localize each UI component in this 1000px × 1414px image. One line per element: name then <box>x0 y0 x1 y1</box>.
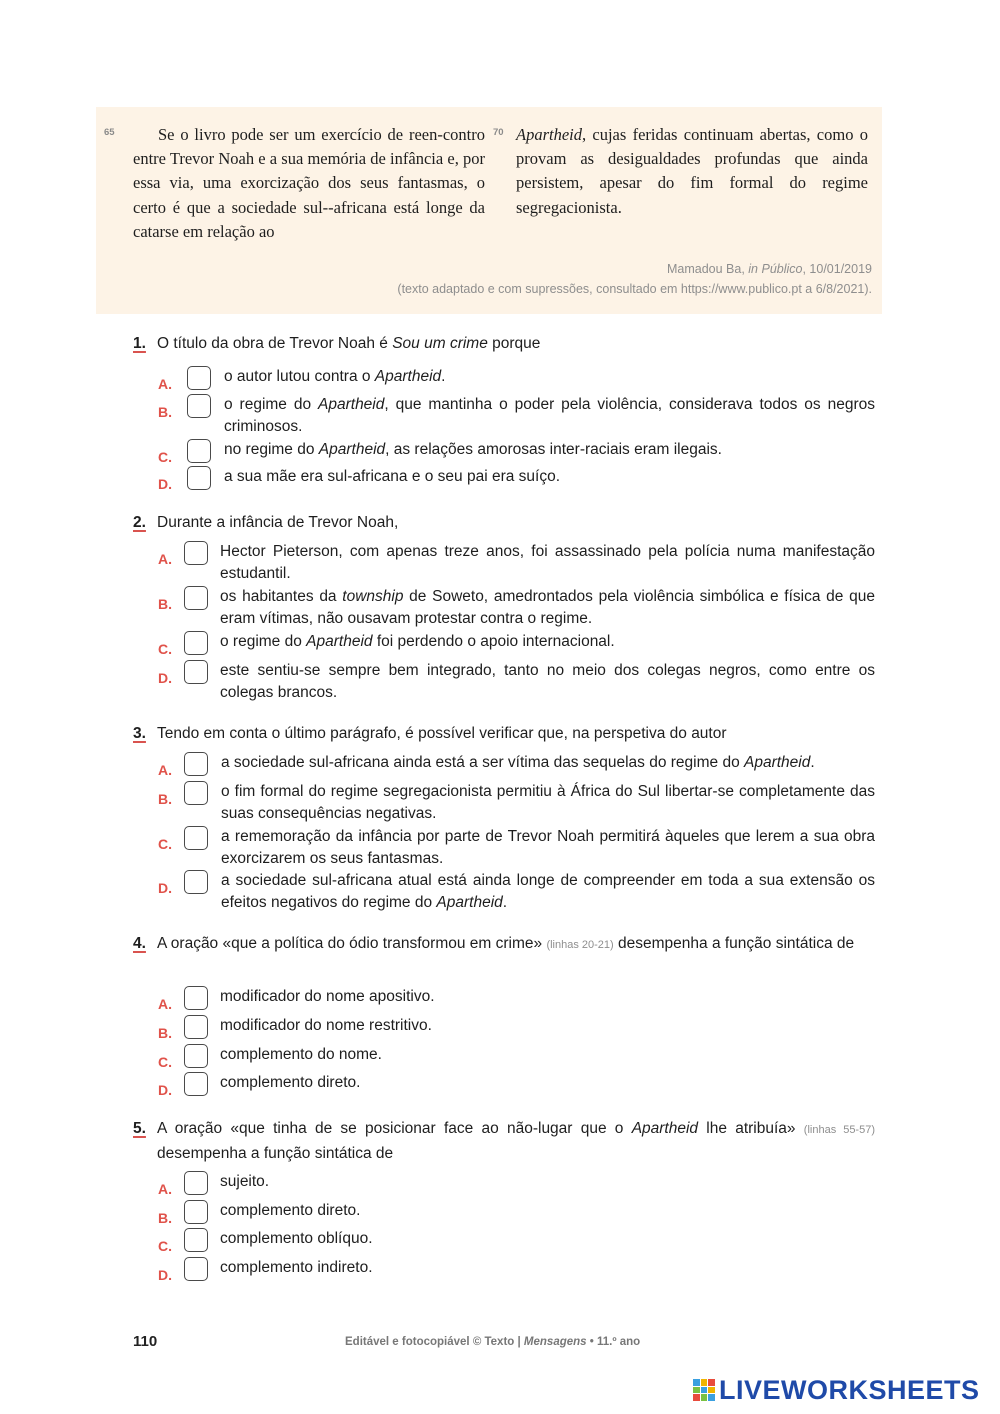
answer-checkbox[interactable] <box>187 466 211 490</box>
option-3d <box>158 870 875 914</box>
option-text <box>220 660 875 704</box>
option-2b <box>158 586 875 630</box>
answer-checkbox[interactable] <box>184 826 208 850</box>
question-text <box>157 332 875 356</box>
option-text <box>220 986 875 1008</box>
answer-checkbox[interactable] <box>187 366 211 390</box>
question-text-part: lhe atribuía» <box>698 1120 804 1137</box>
question-text <box>157 511 875 535</box>
option-text-italic: Apartheid <box>436 894 503 911</box>
answer-checkbox[interactable] <box>184 781 208 805</box>
option-text-part: . <box>441 368 446 385</box>
option-text <box>221 826 875 870</box>
option-text-part: modificador do nome restritivo. <box>220 1017 432 1034</box>
option-5c <box>158 1228 875 1254</box>
answer-checkbox[interactable] <box>187 439 211 463</box>
option-text <box>220 1015 875 1037</box>
option-text-part: o fim formal do regime segregacionista permitiu à África do Sul libertar-se completamente das suas consequências negativas. <box>221 783 875 822</box>
option-letter: C. <box>158 449 172 465</box>
option-3c <box>158 826 875 870</box>
option-text-part: a sociedade sul-africana atual está ainda longe de compreender em toda a sua extensão os efeitos negativos do regime do <box>221 872 875 911</box>
option-letter: D. <box>158 670 172 686</box>
answer-checkbox[interactable] <box>184 586 208 610</box>
answer-checkbox[interactable] <box>184 660 208 684</box>
option-letter: A. <box>158 376 172 392</box>
answer-checkbox[interactable] <box>187 394 211 418</box>
question-number: 1. <box>133 335 146 352</box>
option-text-part: , as relações amorosas inter-raciais eram ilegais. <box>385 441 722 458</box>
question-3 <box>133 722 875 911</box>
question-text <box>157 722 875 746</box>
option-text <box>224 439 875 461</box>
source-author: Mamadou Ba, <box>666 262 749 276</box>
option-2a <box>158 541 875 585</box>
question-text-part: Durante a infância de Trevor Noah, <box>157 514 399 531</box>
option-text <box>220 586 875 630</box>
option-4a <box>158 986 875 1012</box>
option-letter: B. <box>158 791 172 807</box>
option-text-part: de Soweto, amedrontados pela violência simbólica e física de que eram vítimas, não ousavam protestar contra o regime. <box>220 588 875 627</box>
option-letter: C. <box>158 1238 172 1254</box>
option-text-part: a sua mãe era sul-africana e o seu pai era suíço. <box>224 468 561 485</box>
option-text <box>220 631 875 653</box>
option-text-part: complemento oblíquo. <box>220 1230 373 1247</box>
option-text-part: no regime do <box>224 441 319 458</box>
option-text-part: foi perdendo o apoio internacional. <box>372 633 615 650</box>
option-4c <box>158 1044 875 1070</box>
option-1b <box>158 394 875 438</box>
option-letter: B. <box>158 1025 172 1041</box>
question-text-italic: Sou um crime <box>392 335 488 352</box>
question-text-part: desempenha a função sintática de <box>157 1145 394 1162</box>
option-text <box>224 394 875 438</box>
question-text-part: A oração «que tinha de se posicionar face ao não-lugar que o <box>157 1120 632 1137</box>
answer-checkbox[interactable] <box>184 986 208 1010</box>
option-text <box>224 366 875 388</box>
answer-checkbox[interactable] <box>184 1200 208 1224</box>
answer-checkbox[interactable] <box>184 1228 208 1252</box>
question-text <box>157 1117 875 1166</box>
liveworksheets-brand[interactable] <box>693 1374 980 1406</box>
option-text <box>221 870 875 914</box>
question-1 <box>133 332 875 492</box>
option-text-part: modificador do nome apositivo. <box>220 988 435 1005</box>
option-text-italic: Apartheid <box>318 441 386 458</box>
option-letter: D. <box>158 1082 172 1098</box>
option-letter: B. <box>158 404 172 420</box>
option-letter: A. <box>158 996 172 1012</box>
line-number-70: 70 <box>493 127 504 138</box>
option-text-part: este sentiu-se sempre bem integrado, tanto no meio dos colegas negros, como entre os colegas brancos. <box>220 662 875 701</box>
answer-checkbox[interactable] <box>184 631 208 655</box>
answer-checkbox[interactable] <box>184 1072 208 1096</box>
option-text-part: complemento direto. <box>220 1074 361 1091</box>
question-text-part: O título da obra de Trevor Noah é <box>157 335 393 352</box>
option-text-part: . <box>502 894 508 911</box>
line-number-65: 65 <box>104 127 115 138</box>
answer-checkbox[interactable] <box>184 1044 208 1068</box>
question-number: 3. <box>133 725 146 742</box>
option-text-italic: Apartheid <box>318 396 385 413</box>
excerpt-left-column: Se o livro pode ser um exercício de reen-contro entre Trevor Noah e a sua memória de infância e, por essa via, uma exorcização dos seus fantasmas, o certo é que a sociedade sul--africana está longe da catarse em relação ao <box>133 125 485 241</box>
option-letter: A. <box>158 551 172 567</box>
option-1a <box>158 366 875 392</box>
question-text-part: porque <box>487 335 541 352</box>
option-letter: D. <box>158 1267 172 1283</box>
excerpt-right-text: , cujas feridas continuam abertas, como o provam as desigualdades profundas que ainda persistem, apesar do fim formal do regime segregacionista. <box>516 125 868 217</box>
question-text-part: Tendo em conta o último parágrafo, é possível verificar que, na perspetiva do autor <box>157 725 727 742</box>
answer-checkbox[interactable] <box>184 870 208 894</box>
option-text-part: . <box>810 754 815 771</box>
option-text-italic: Apartheid <box>306 633 373 650</box>
option-letter: C. <box>158 1054 172 1070</box>
option-4b <box>158 1015 875 1041</box>
option-text-italic: Apartheid <box>744 754 811 771</box>
option-3b <box>158 781 875 825</box>
footer-text-part: • 11.º ano <box>586 1336 641 1348</box>
option-text-part: Hector Pieterson, com apenas treze anos, foi assassinado pela polícia numa manifestação estudantil. <box>220 543 875 582</box>
option-5d <box>158 1257 875 1283</box>
option-2d <box>158 660 875 704</box>
answer-checkbox[interactable] <box>184 1171 208 1195</box>
option-letter: A. <box>158 762 172 778</box>
option-5a <box>158 1171 875 1197</box>
option-4d <box>158 1072 875 1098</box>
question-5 <box>133 1117 875 1283</box>
footer-text-part: Editável e fotocopiável © Texto | <box>345 1336 524 1348</box>
question-text-part: desempenha a função sintática de <box>613 935 855 952</box>
source-publication: in Público <box>748 262 803 276</box>
option-1d <box>158 466 875 492</box>
question-number: 4. <box>133 935 146 952</box>
option-text <box>220 541 875 585</box>
option-2c <box>158 631 875 657</box>
option-text-part: complemento indireto. <box>220 1259 373 1276</box>
answer-checkbox[interactable] <box>184 1257 208 1281</box>
option-letter: D. <box>158 476 172 492</box>
text-excerpt <box>96 107 882 314</box>
source-citation <box>667 262 872 276</box>
excerpt-right-column <box>516 123 868 220</box>
option-text <box>220 1171 875 1193</box>
option-text-part: complemento direto. <box>220 1202 361 1219</box>
option-text <box>220 1044 875 1066</box>
footer-copyright <box>345 1336 640 1348</box>
option-text <box>220 1257 875 1279</box>
source-note: (texto adaptado e com supressões, consultado em https://www.publico.pt a 6/8/2021). <box>397 282 872 296</box>
question-4 <box>133 932 875 1098</box>
option-text <box>220 1200 875 1222</box>
question-2 <box>133 511 875 701</box>
line-reference: (linhas 55-57) <box>803 1124 875 1136</box>
option-text <box>220 1072 875 1094</box>
option-text-part: o autor lutou contra o <box>224 368 375 385</box>
option-letter: C. <box>158 836 172 852</box>
option-text-part: sujeito. <box>220 1173 270 1190</box>
question-number: 5. <box>133 1120 146 1137</box>
option-text-part: o regime do <box>220 633 307 650</box>
brand-name: LIVEWORKSHEETS <box>719 1374 980 1405</box>
page-number: 110 <box>133 1333 158 1350</box>
option-text <box>224 466 875 488</box>
option-text-part: a rememoração da infância por parte de Trevor Noah permitirá àqueles que lerem a sua obra exorcizarem os seus fantasmas. <box>221 828 875 867</box>
option-letter: B. <box>158 596 172 612</box>
footer-text-italic: Mensagens <box>523 1336 587 1348</box>
option-text <box>221 781 875 825</box>
question-text-italic: Apartheid <box>631 1120 699 1137</box>
excerpt-italic-term: Apartheid <box>516 125 582 144</box>
source-date: , 10/01/2019 <box>802 262 872 276</box>
option-letter: C. <box>158 641 172 657</box>
option-5b <box>158 1200 875 1226</box>
liveworksheets-logo-icon <box>693 1379 715 1401</box>
answer-checkbox[interactable] <box>184 752 208 776</box>
question-text <box>157 932 875 957</box>
answer-checkbox[interactable] <box>184 541 208 565</box>
line-reference: (linhas 20-21) <box>546 939 614 951</box>
option-1c <box>158 439 875 465</box>
option-text-part: os habitantes da <box>220 588 343 605</box>
option-text <box>220 1228 875 1250</box>
option-text <box>221 752 875 774</box>
option-letter: B. <box>158 1210 172 1226</box>
option-text-part: , que mantinha o poder pela violência, considerava todos os negros criminosos. <box>224 396 875 435</box>
option-letter: A. <box>158 1181 172 1197</box>
option-3a <box>158 752 875 778</box>
question-number: 2. <box>133 514 146 531</box>
option-text-part: complemento do nome. <box>220 1046 382 1063</box>
answer-checkbox[interactable] <box>184 1015 208 1039</box>
question-text-part: A oração «que a política do ódio transformou em crime» <box>157 935 547 952</box>
option-text-italic: township <box>342 588 404 605</box>
option-text-part: o regime do <box>224 396 319 413</box>
option-text-part: a sociedade sul-africana ainda está a ser vítima das sequelas do regime do <box>221 754 744 771</box>
option-text-italic: Apartheid <box>374 368 442 385</box>
option-letter: D. <box>158 880 172 896</box>
